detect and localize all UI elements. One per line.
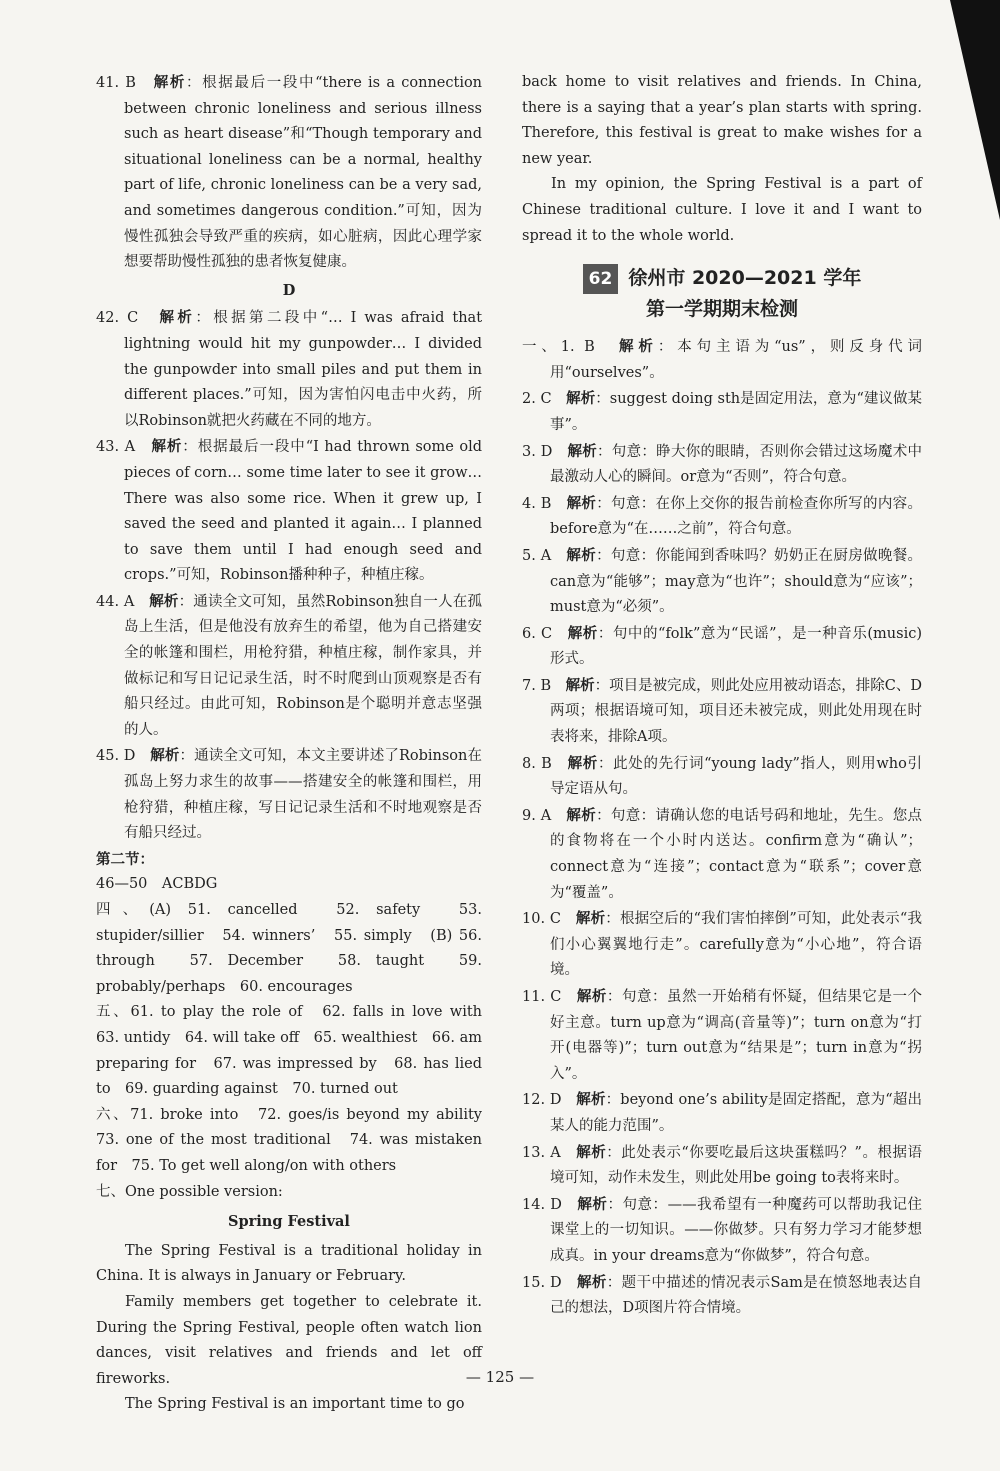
page-corner-shadow <box>950 0 1000 220</box>
section-d-label: D <box>282 281 296 299</box>
answer-item: 44. A 解析：通读全文可知，虽然Robinson独自一人在孤岛上生活，但是他没有放弃生的希望，他为自己搭建安全的帐篷和围栏，用枪狩猎，种植庄稼，制作家具，并做标记和写日记记录生活，时不时爬到山顶观察是否有船只经过。由此可知，Robinson是个聪明并意志坚强的人。 <box>96 592 482 738</box>
part4-answers: 四、(A) 51. cancelled 52. safety 53. stupider/sillier 54. winners’ 55. simply (B) 56. through 57. December 58. taught 59. probably/perhaps 60. encourages <box>96 902 482 995</box>
section2-answers: 46—50 ACBDG <box>96 876 218 893</box>
answer-item: 一、1. B 解析：本句主语为“us”，则反身代词用“ourselves”。 <box>522 338 923 381</box>
exam-heading-line2: 第一学期期末检测 <box>645 298 798 321</box>
answer-item: 10. C 解析：根据空后的“我们害怕摔倒”可知，此处表示“我们小心翼翼地行走”。carefully意为“小心地”，符合语境。 <box>522 910 922 979</box>
exam-heading-line1: 徐州市 2020—2021 学年 <box>628 267 862 290</box>
part7-label: 七、One possible version: <box>96 1183 283 1200</box>
essay-continuation: back home to visit relatives and friends. In China, there is a saying that a year’s plan starts with spring. Therefore, this festival is great to make wishes for a new year. <box>522 74 922 167</box>
essay-title: Spring Festival <box>228 1213 350 1231</box>
part5-answers: 五、61. to play the role of 62. falls in love with 63. untidy 64. will take off 65. wealthiest 66. am preparing for 67. was impressed by 68. has lied to 69. guarding against 70. turned out <box>96 1004 497 1098</box>
answer-item: 12. D 解析：beyond one’s ability是固定搭配，意为“超出某人的能力范围”。 <box>522 1091 923 1134</box>
answer-item: 2. C 解析：suggest doing sth是固定用法，意为“建议做某事”。 <box>522 390 923 433</box>
answer-item: 43. A 解析：根据最后一段中“I had thrown some old pieces of corn… some time later to see it grow… There was also some rice. When it grew up, I saved the seed and planted it again… I planned to save them until I had enough seed and crops.”可知，Robinson播种种子，种植庄稼。 <box>96 438 483 584</box>
answer-item: 42. C 解析：根据第二段中“… I was afraid that lightning would hit my gunpowder… I divided the gunpowder into small piles and put them in different places.”可知，因为害怕闪电击中火药，所以Robinson就把火药藏在不同的地方。 <box>96 309 483 429</box>
answer-item: 41. B 解析：根据最后一段中“there is a connection between chronic loneliness and serious illness such as heart disease”和“Though temporary and situational loneliness can be a normal, healthy part of life, chronic loneliness can be a very sad, and sometimes dangerous condition.”可知，因为慢性孤独会导致严重的疾病，如心脏病，因此心理学家想要帮助慢性孤独的患者恢复健康。 <box>96 74 483 271</box>
essay-paragraph: The Spring Festival is an important time to go <box>125 1396 465 1413</box>
answer-item: 45. D 解析：通读全文可知，本文主要讲述了Robinson在孤岛上努力求生的故事——搭建安全的帐篷和围栏，用枪狩猎，种植庄稼，写日记记录生活和不时地观察是否有船只经过。 <box>96 747 483 842</box>
section-number-badge: 62 <box>583 264 619 294</box>
answer-item: 3. D 解析：句意：睁大你的眼睛，否则你会错过这场魔术中最激动人心的瞬间。or意为“否则”，符合句意。 <box>522 442 923 486</box>
answer-item: 4. B 解析：句意：在你上交你的报告前检查你所写的内容。before意为“在……之前”，符合句意。 <box>522 494 923 538</box>
section2-label: 第二节： <box>96 850 154 868</box>
answer-item: 13. A 解析：此处表示“你要吃最后这块蛋糕吗？”。根据语境可知，动作未发生，则此处用be going to表将来时。 <box>522 1143 923 1187</box>
answer-item: 9. A 解析：句意：请确认您的电话号码和地址，先生。您点的食物将在一个小时内送达。confirm意为“确认”；connect意为“连接”；contact意为“联系”；cover意为“覆盖”。 <box>522 806 923 901</box>
essay-paragraph: In my opinion, the Spring Festival is a part of Chinese traditional culture. I love it and I want to spread it to the whole world. <box>522 176 922 244</box>
answer-item: 6. C 解析：句中的“folk”意为“民谣”，是一种音乐(music)形式。 <box>522 624 922 668</box>
answer-item: 7. B 解析：项目是被完成，则此处应用被动语态，排除C、D两项；根据语境可知，项目还未被完成，则此处用现在时表将来，排除A项。 <box>522 676 922 746</box>
answer-item: 5. A 解析：句意：你能闻到香味吗？奶奶正在厨房做晚餐。can意为“能够”；may意为“也许”；should意为“应该”；must意为“必须”。 <box>522 546 923 616</box>
answer-item: 8. B 解析：此处的先行词“young lady”指人，则用who引导定语从句。 <box>522 754 922 798</box>
part6-answers: 六、71. broke into 72. goes/is beyond my ability 73. one of the most traditional 74. was mistaken for 75. To get well along/on with others <box>96 1106 497 1174</box>
essay-paragraph: The Spring Festival is a traditional holiday in China. It is always in January or February. <box>96 1242 482 1285</box>
essay-paragraph: Family members get together to celebrate it. During the Spring Festival, people often watch lion dances, visit relatives and friends and let off fireworks. <box>96 1293 482 1387</box>
answer-item: 14. D 解析：句意：——我希望有一种魔药可以帮助我记住课堂上的一切知识。——你做梦。只有努力学习才能梦想成真。in your dreams意为“你做梦”，符合句意。 <box>522 1195 923 1264</box>
answer-item: 11. C 解析：句意：虽然一开始稍有怀疑，但结果它是一个好主意。turn up意为“调高(音量等)”；turn on意为“打开(电器等)”；turn out意为“结果是”；turn in意为“拐入”。 <box>522 988 923 1082</box>
page-number: — 125 — <box>465 1368 535 1386</box>
exam-heading <box>522 263 922 324</box>
left-column <box>96 70 497 1418</box>
answer-item: 15. D 解析：题干中描述的情况表示Sam是在愤怒地表达自己的想法，D项图片符合情境。 <box>522 1273 922 1317</box>
right-column <box>522 70 922 1322</box>
